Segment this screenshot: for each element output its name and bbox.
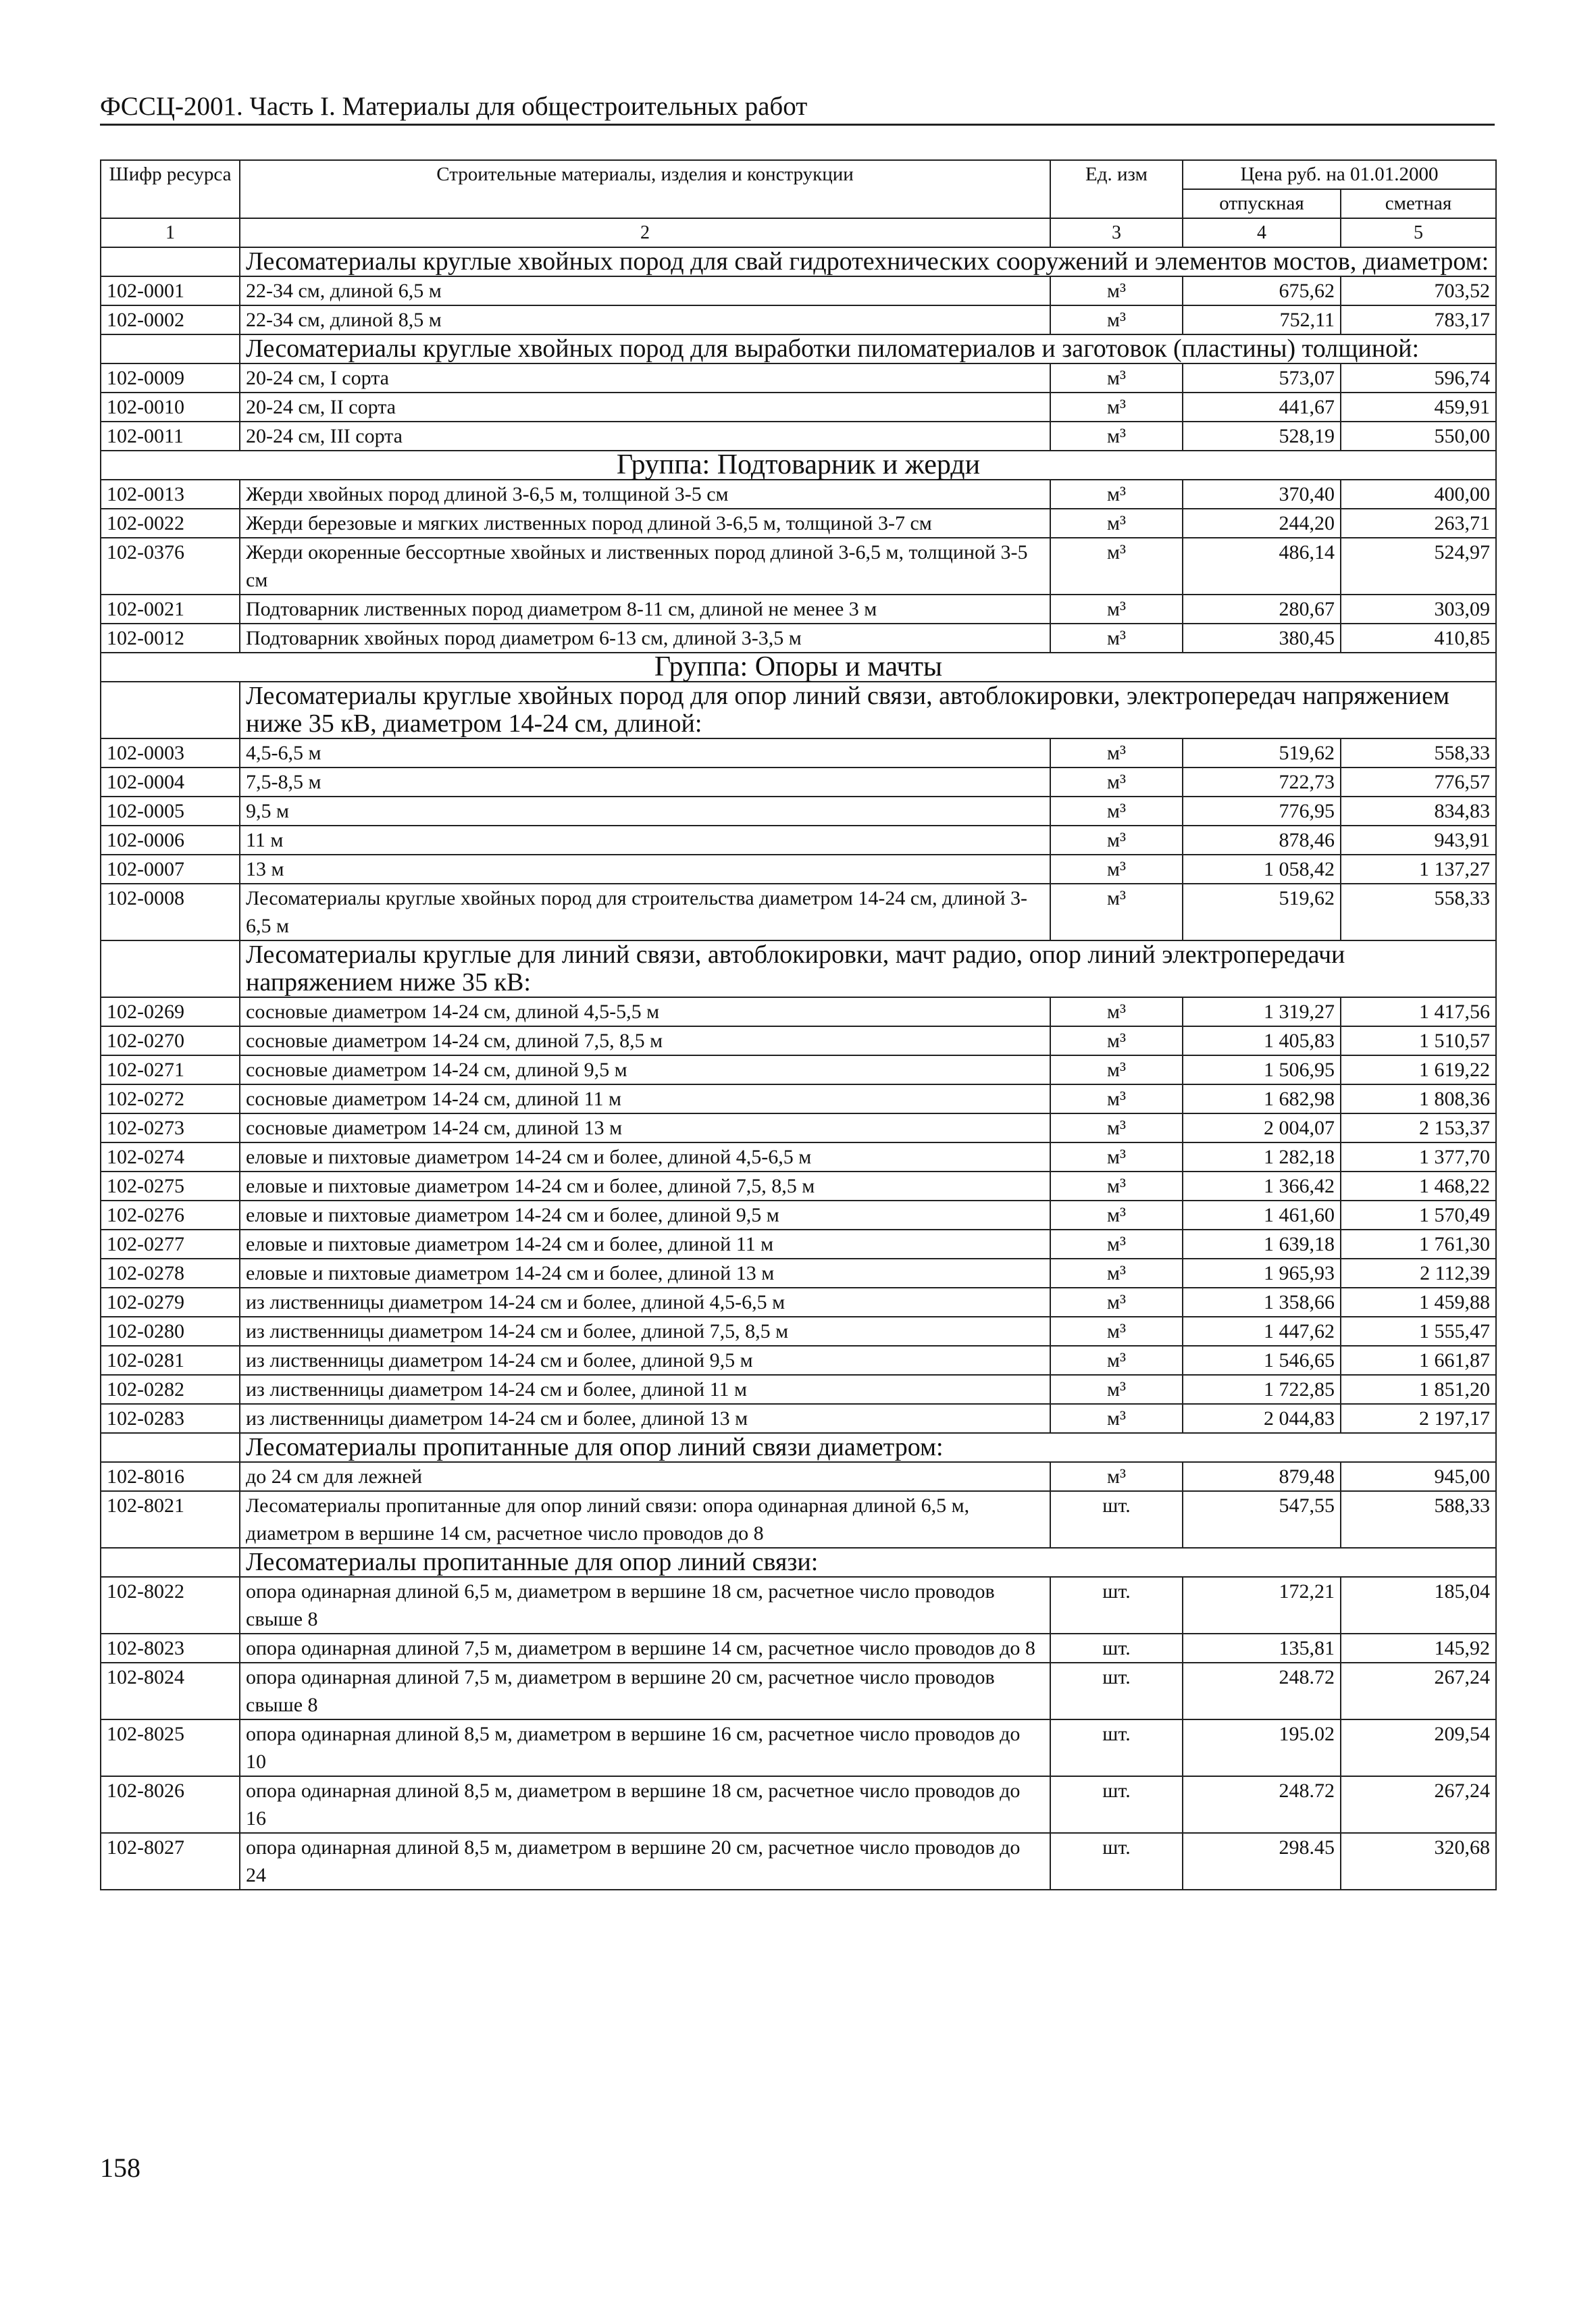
unit-cell: шт. — [1050, 1833, 1183, 1890]
column-header-price: Цена руб. на 01.01.2000 — [1183, 160, 1496, 189]
table-row — [101, 1577, 1496, 1634]
table-row — [101, 1833, 1496, 1890]
item-name: еловые и пихтовые диаметром 14-24 см и более, длиной 13 м — [240, 1259, 1050, 1288]
section-heading-code-cell — [101, 940, 240, 997]
unit-cell: шт. — [1050, 1719, 1183, 1776]
release-price: 441,67 — [1183, 393, 1341, 422]
unit-cell: м³ — [1050, 797, 1183, 826]
estimate-price: 2 197,17 — [1341, 1404, 1496, 1433]
unit-cell: м³ — [1050, 422, 1183, 451]
group-heading: Группа: Подтоварник и жерди — [101, 451, 1496, 480]
release-price: 722,73 — [1183, 768, 1341, 797]
release-price: 248.72 — [1183, 1776, 1341, 1833]
item-name: из лиственницы диаметром 14-24 см и более, длиной 13 м — [240, 1404, 1050, 1433]
column-header-price-release: отпускная — [1183, 189, 1341, 218]
unit-cell: м³ — [1050, 826, 1183, 855]
release-price: 1 682,98 — [1183, 1084, 1341, 1113]
release-price: 1 722,85 — [1183, 1375, 1341, 1404]
unit-cell: м³ — [1050, 1404, 1183, 1433]
item-name: 20-24 см, II сорта — [240, 393, 1050, 422]
item-name: 22-34 см, длиной 6,5 м — [240, 276, 1050, 305]
resource-code: 102-0003 — [101, 738, 240, 768]
unit-cell: м³ — [1050, 1288, 1183, 1317]
release-price: 519,62 — [1183, 884, 1341, 940]
resource-code: 102-0283 — [101, 1404, 240, 1433]
release-price: 1 546,65 — [1183, 1346, 1341, 1375]
resource-code: 102-8024 — [101, 1663, 240, 1719]
table-row — [101, 768, 1496, 797]
release-price: 244,20 — [1183, 509, 1341, 538]
estimate-price: 145,92 — [1341, 1634, 1496, 1663]
section-heading-row — [101, 1433, 1496, 1462]
release-price: 1 965,93 — [1183, 1259, 1341, 1288]
unit-cell: м³ — [1050, 1201, 1183, 1230]
table-row — [101, 826, 1496, 855]
estimate-price: 303,09 — [1341, 595, 1496, 624]
estimate-price: 1 555,47 — [1341, 1317, 1496, 1346]
estimate-price: 410,85 — [1341, 624, 1496, 653]
unit-cell: м³ — [1050, 363, 1183, 393]
estimate-price: 267,24 — [1341, 1776, 1496, 1833]
estimate-price: 596,74 — [1341, 363, 1496, 393]
release-price: 2 004,07 — [1183, 1113, 1341, 1142]
table-row — [101, 1055, 1496, 1084]
release-price: 135,81 — [1183, 1634, 1341, 1663]
estimate-price: 1 459,88 — [1341, 1288, 1496, 1317]
unit-cell: м³ — [1050, 1055, 1183, 1084]
estimate-price: 558,33 — [1341, 884, 1496, 940]
estimate-price: 834,83 — [1341, 797, 1496, 826]
table-row — [101, 1317, 1496, 1346]
item-name: 13 м — [240, 855, 1050, 884]
item-name: из лиственницы диаметром 14-24 см и более, длиной 4,5-6,5 м — [240, 1288, 1050, 1317]
column-header-code: Шифр ресурса — [101, 160, 240, 218]
column-header-price-estimate: сметная — [1341, 189, 1496, 218]
resource-code: 102-0002 — [101, 305, 240, 334]
table-row — [101, 797, 1496, 826]
estimate-price: 558,33 — [1341, 738, 1496, 768]
table-row — [101, 1230, 1496, 1259]
item-name: из лиственницы диаметром 14-24 см и более, длиной 11 м — [240, 1375, 1050, 1404]
item-name: 7,5-8,5 м — [240, 768, 1050, 797]
unit-cell: м³ — [1050, 855, 1183, 884]
unit-cell: м³ — [1050, 1172, 1183, 1201]
estimate-price: 2 112,39 — [1341, 1259, 1496, 1288]
resource-code: 102-0282 — [101, 1375, 240, 1404]
table-row — [101, 595, 1496, 624]
section-heading-code-cell — [101, 1433, 240, 1462]
table-row — [101, 1491, 1496, 1548]
resource-code: 102-0010 — [101, 393, 240, 422]
item-name: сосновые диаметром 14-24 см, длиной 9,5 м — [240, 1055, 1050, 1084]
table-row — [101, 1142, 1496, 1172]
page-number: 158 — [100, 2153, 140, 2183]
unit-cell: м³ — [1050, 393, 1183, 422]
release-price: 752,11 — [1183, 305, 1341, 334]
unit-cell: шт. — [1050, 1577, 1183, 1634]
table-row — [101, 1719, 1496, 1776]
table-row — [101, 1172, 1496, 1201]
item-name: 11 м — [240, 826, 1050, 855]
group-heading-row — [101, 451, 1496, 480]
release-price: 172,21 — [1183, 1577, 1341, 1634]
resource-code: 102-0022 — [101, 509, 240, 538]
table-row — [101, 855, 1496, 884]
resource-code: 102-0277 — [101, 1230, 240, 1259]
unit-cell: м³ — [1050, 768, 1183, 797]
resource-code: 102-0270 — [101, 1026, 240, 1055]
unit-cell: м³ — [1050, 1317, 1183, 1346]
section-heading-code-cell — [101, 247, 240, 276]
estimate-price: 776,57 — [1341, 768, 1496, 797]
resource-code: 102-0279 — [101, 1288, 240, 1317]
table-row — [101, 884, 1496, 940]
table-header-row-1 — [101, 160, 1496, 189]
table-row — [101, 1201, 1496, 1230]
table-row — [101, 393, 1496, 422]
unit-cell: шт. — [1050, 1663, 1183, 1719]
section-heading: Лесоматериалы круглые для линий связи, автоблокировки, мачт радио, опор линий электропередачи напряжением ниже 35 кВ: — [240, 940, 1496, 997]
item-name: Жерди окоренные бессортные хвойных и лиственных пород длиной 3-6,5 м, толщиной 3-5 см — [240, 538, 1050, 595]
estimate-price: 1 761,30 — [1341, 1230, 1496, 1259]
estimate-price: 524,97 — [1341, 538, 1496, 595]
table-row — [101, 363, 1496, 393]
release-price: 380,45 — [1183, 624, 1341, 653]
section-heading-code-cell — [101, 682, 240, 738]
price-table — [100, 159, 1497, 1890]
estimate-price: 1 417,56 — [1341, 997, 1496, 1026]
section-heading-row — [101, 940, 1496, 997]
table-row — [101, 1288, 1496, 1317]
section-heading-code-cell — [101, 1548, 240, 1577]
table-row — [101, 276, 1496, 305]
estimate-price: 459,91 — [1341, 393, 1496, 422]
estimate-price: 209,54 — [1341, 1719, 1496, 1776]
release-price: 776,95 — [1183, 797, 1341, 826]
estimate-price: 320,68 — [1341, 1833, 1496, 1890]
column-header-name: Строительные материалы, изделия и конструкции — [240, 160, 1050, 218]
estimate-price: 1 510,57 — [1341, 1026, 1496, 1055]
table-row — [101, 1259, 1496, 1288]
item-name: Жерди березовые и мягких лиственных пород длиной 3-6,5 м, толщиной 3-7 см — [240, 509, 1050, 538]
release-price: 1 447,62 — [1183, 1317, 1341, 1346]
release-price: 195.02 — [1183, 1719, 1341, 1776]
estimate-price: 1 570,49 — [1341, 1201, 1496, 1230]
section-heading: Лесоматериалы круглые хвойных пород для свай гидротехнических сооружений и элементов мостов, диаметром: — [240, 247, 1496, 276]
section-heading: Лесоматериалы круглые хвойных пород для выработки пиломатериалов и заготовок (пластины) толщиной: — [240, 334, 1496, 363]
estimate-price: 1 808,36 — [1341, 1084, 1496, 1113]
unit-cell: м³ — [1050, 1142, 1183, 1172]
estimate-price: 783,17 — [1341, 305, 1496, 334]
section-heading-row — [101, 247, 1496, 276]
unit-cell: м³ — [1050, 1346, 1183, 1375]
item-name: сосновые диаметром 14-24 см, длиной 11 м — [240, 1084, 1050, 1113]
resource-code: 102-0278 — [101, 1259, 240, 1288]
release-price: 1 405,83 — [1183, 1026, 1341, 1055]
unit-cell: м³ — [1050, 305, 1183, 334]
section-heading-row — [101, 334, 1496, 363]
estimate-price: 185,04 — [1341, 1577, 1496, 1634]
release-price: 2 044,83 — [1183, 1404, 1341, 1433]
column-number-row — [101, 218, 1496, 247]
unit-cell: шт. — [1050, 1634, 1183, 1663]
page-header-title: ФССЦ-2001. Часть I. Материалы для общестроительных работ — [100, 92, 808, 121]
unit-cell: м³ — [1050, 1462, 1183, 1491]
table-row — [101, 624, 1496, 653]
unit-cell: шт. — [1050, 1776, 1183, 1833]
column-number: 5 — [1341, 218, 1496, 247]
item-name: опора одинарная длиной 6,5 м, диаметром в вершине 18 см, расчетное число проводов свыше 8 — [240, 1577, 1050, 1634]
table-row — [101, 509, 1496, 538]
column-number: 4 — [1183, 218, 1341, 247]
resource-code: 102-0269 — [101, 997, 240, 1026]
item-name: опора одинарная длиной 7,5 м, диаметром в вершине 14 см, расчетное число проводов до 8 — [240, 1634, 1050, 1663]
item-name: опора одинарная длиной 8,5 м, диаметром в вершине 16 см, расчетное число проводов до 10 — [240, 1719, 1050, 1776]
resource-code: 102-8022 — [101, 1577, 240, 1634]
column-header-unit: Ед. изм — [1050, 160, 1183, 218]
resource-code: 102-0276 — [101, 1201, 240, 1230]
release-price: 1 358,66 — [1183, 1288, 1341, 1317]
release-price: 878,46 — [1183, 826, 1341, 855]
unit-cell: м³ — [1050, 1259, 1183, 1288]
section-heading-code-cell — [101, 334, 240, 363]
unit-cell: м³ — [1050, 276, 1183, 305]
item-name: 9,5 м — [240, 797, 1050, 826]
release-price: 519,62 — [1183, 738, 1341, 768]
table-row — [101, 305, 1496, 334]
section-heading: Лесоматериалы пропитанные для опор линий связи диаметром: — [240, 1433, 1496, 1462]
item-name: из лиственницы диаметром 14-24 см и более, длиной 7,5, 8,5 м — [240, 1317, 1050, 1346]
release-price: 248.72 — [1183, 1663, 1341, 1719]
item-name: из лиственницы диаметром 14-24 см и более, длиной 9,5 м — [240, 1346, 1050, 1375]
table-body — [101, 247, 1496, 1890]
unit-cell: м³ — [1050, 738, 1183, 768]
section-heading: Лесоматериалы круглые хвойных пород для опор линий связи, автоблокировки, электропередач напряжением ниже 35 кВ, диаметром 14-24 см, длиной: — [240, 682, 1496, 738]
section-heading-row — [101, 1548, 1496, 1577]
release-price: 1 366,42 — [1183, 1172, 1341, 1201]
resource-code: 102-0281 — [101, 1346, 240, 1375]
item-name: опора одинарная длиной 8,5 м, диаметром в вершине 20 см, расчетное число проводов до 24 — [240, 1833, 1050, 1890]
item-name: еловые и пихтовые диаметром 14-24 см и более, длиной 4,5-6,5 м — [240, 1142, 1050, 1172]
estimate-price: 943,91 — [1341, 826, 1496, 855]
release-price: 280,67 — [1183, 595, 1341, 624]
release-price: 573,07 — [1183, 363, 1341, 393]
unit-cell: м³ — [1050, 1230, 1183, 1259]
resource-code: 102-0001 — [101, 276, 240, 305]
resource-code: 102-0005 — [101, 797, 240, 826]
release-price: 1 461,60 — [1183, 1201, 1341, 1230]
item-name: 4,5-6,5 м — [240, 738, 1050, 768]
section-heading: Лесоматериалы пропитанные для опор линий связи: — [240, 1548, 1496, 1577]
release-price: 486,14 — [1183, 538, 1341, 595]
item-name: до 24 см для лежней — [240, 1462, 1050, 1491]
unit-cell: шт. — [1050, 1491, 1183, 1548]
estimate-price: 1 468,22 — [1341, 1172, 1496, 1201]
resource-code: 102-0272 — [101, 1084, 240, 1113]
resource-code: 102-0280 — [101, 1317, 240, 1346]
resource-code: 102-0011 — [101, 422, 240, 451]
resource-code: 102-0376 — [101, 538, 240, 595]
estimate-price: 550,00 — [1341, 422, 1496, 451]
release-price: 675,62 — [1183, 276, 1341, 305]
estimate-price: 588,33 — [1341, 1491, 1496, 1548]
release-price: 1 282,18 — [1183, 1142, 1341, 1172]
table-row — [101, 1026, 1496, 1055]
table-row — [101, 738, 1496, 768]
table-row — [101, 480, 1496, 509]
table-row — [101, 1084, 1496, 1113]
item-name: Лесоматериалы круглые хвойных пород для строительства диаметром 14-24 см, длиной 3-6,5 м — [240, 884, 1050, 940]
unit-cell: м³ — [1050, 595, 1183, 624]
unit-cell: м³ — [1050, 480, 1183, 509]
release-price: 1 058,42 — [1183, 855, 1341, 884]
estimate-price: 1 377,70 — [1341, 1142, 1496, 1172]
release-price: 528,19 — [1183, 422, 1341, 451]
release-price: 370,40 — [1183, 480, 1341, 509]
section-heading-row — [101, 682, 1496, 738]
header-rule — [100, 124, 1495, 126]
resource-code: 102-8027 — [101, 1833, 240, 1890]
resource-code: 102-8023 — [101, 1634, 240, 1663]
table-row — [101, 1776, 1496, 1833]
resource-code: 102-0008 — [101, 884, 240, 940]
resource-code: 102-0004 — [101, 768, 240, 797]
resource-code: 102-8025 — [101, 1719, 240, 1776]
estimate-price: 1 851,20 — [1341, 1375, 1496, 1404]
estimate-price: 1 137,27 — [1341, 855, 1496, 884]
resource-code: 102-8026 — [101, 1776, 240, 1833]
item-name: Подтоварник хвойных пород диаметром 6-13 см, длиной 3-3,5 м — [240, 624, 1050, 653]
unit-cell: м³ — [1050, 1026, 1183, 1055]
item-name: еловые и пихтовые диаметром 14-24 см и более, длиной 11 м — [240, 1230, 1050, 1259]
item-name: Лесоматериалы пропитанные для опор линий связи: опора одинарная длиной 6,5 м, диаметром в вершине 14 см, расчетное число проводов до 8 — [240, 1491, 1050, 1548]
table-row — [101, 1462, 1496, 1491]
unit-cell: м³ — [1050, 1113, 1183, 1142]
table-row — [101, 1346, 1496, 1375]
estimate-price: 1 661,87 — [1341, 1346, 1496, 1375]
release-price: 1 506,95 — [1183, 1055, 1341, 1084]
table-row — [101, 1113, 1496, 1142]
resource-code: 102-0273 — [101, 1113, 240, 1142]
item-name: сосновые диаметром 14-24 см, длиной 7,5, 8,5 м — [240, 1026, 1050, 1055]
item-name: 22-34 см, длиной 8,5 м — [240, 305, 1050, 334]
release-price: 547,55 — [1183, 1491, 1341, 1548]
item-name: Подтоварник лиственных пород диаметром 8-11 см, длиной не менее 3 м — [240, 595, 1050, 624]
item-name: еловые и пихтовые диаметром 14-24 см и более, длиной 9,5 м — [240, 1201, 1050, 1230]
item-name: опора одинарная длиной 7,5 м, диаметром в вершине 20 см, расчетное число проводов свыше 8 — [240, 1663, 1050, 1719]
resource-code: 102-0275 — [101, 1172, 240, 1201]
resource-code: 102-0013 — [101, 480, 240, 509]
resource-code: 102-0012 — [101, 624, 240, 653]
table-row — [101, 1663, 1496, 1719]
table-row — [101, 1375, 1496, 1404]
estimate-price: 703,52 — [1341, 276, 1496, 305]
column-number: 3 — [1050, 218, 1183, 247]
resource-code: 102-8016 — [101, 1462, 240, 1491]
estimate-price: 2 153,37 — [1341, 1113, 1496, 1142]
resource-code: 102-0009 — [101, 363, 240, 393]
unit-cell: м³ — [1050, 538, 1183, 595]
estimate-price: 1 619,22 — [1341, 1055, 1496, 1084]
table-row — [101, 422, 1496, 451]
unit-cell: м³ — [1050, 624, 1183, 653]
estimate-price: 267,24 — [1341, 1663, 1496, 1719]
unit-cell: м³ — [1050, 1375, 1183, 1404]
resource-code: 102-0271 — [101, 1055, 240, 1084]
unit-cell: м³ — [1050, 884, 1183, 940]
item-name: еловые и пихтовые диаметром 14-24 см и более, длиной 7,5, 8,5 м — [240, 1172, 1050, 1201]
item-name: 20-24 см, I сорта — [240, 363, 1050, 393]
item-name: сосновые диаметром 14-24 см, длиной 13 м — [240, 1113, 1050, 1142]
unit-cell: м³ — [1050, 509, 1183, 538]
release-price: 1 639,18 — [1183, 1230, 1341, 1259]
unit-cell: м³ — [1050, 1084, 1183, 1113]
column-number: 2 — [240, 218, 1050, 247]
unit-cell: м³ — [1050, 997, 1183, 1026]
item-name: опора одинарная длиной 8,5 м, диаметром в вершине 18 см, расчетное число проводов до 16 — [240, 1776, 1050, 1833]
table-row — [101, 1404, 1496, 1433]
table-row — [101, 997, 1496, 1026]
group-heading: Группа: Опоры и мачты — [101, 653, 1496, 682]
table-row — [101, 1634, 1496, 1663]
estimate-price: 945,00 — [1341, 1462, 1496, 1491]
item-name: 20-24 см, III сорта — [240, 422, 1050, 451]
resource-code: 102-0007 — [101, 855, 240, 884]
column-number: 1 — [101, 218, 240, 247]
item-name: сосновые диаметром 14-24 см, длиной 4,5-5,5 м — [240, 997, 1050, 1026]
resource-code: 102-0006 — [101, 826, 240, 855]
resource-code: 102-0021 — [101, 595, 240, 624]
item-name: Жерди хвойных пород длиной 3-6,5 м, толщиной 3-5 см — [240, 480, 1050, 509]
release-price: 298.45 — [1183, 1833, 1341, 1890]
resource-code: 102-0274 — [101, 1142, 240, 1172]
release-price: 1 319,27 — [1183, 997, 1341, 1026]
group-heading-row — [101, 653, 1496, 682]
estimate-price: 263,71 — [1341, 509, 1496, 538]
release-price: 879,48 — [1183, 1462, 1341, 1491]
estimate-price: 400,00 — [1341, 480, 1496, 509]
table-row — [101, 538, 1496, 595]
resource-code: 102-8021 — [101, 1491, 240, 1548]
